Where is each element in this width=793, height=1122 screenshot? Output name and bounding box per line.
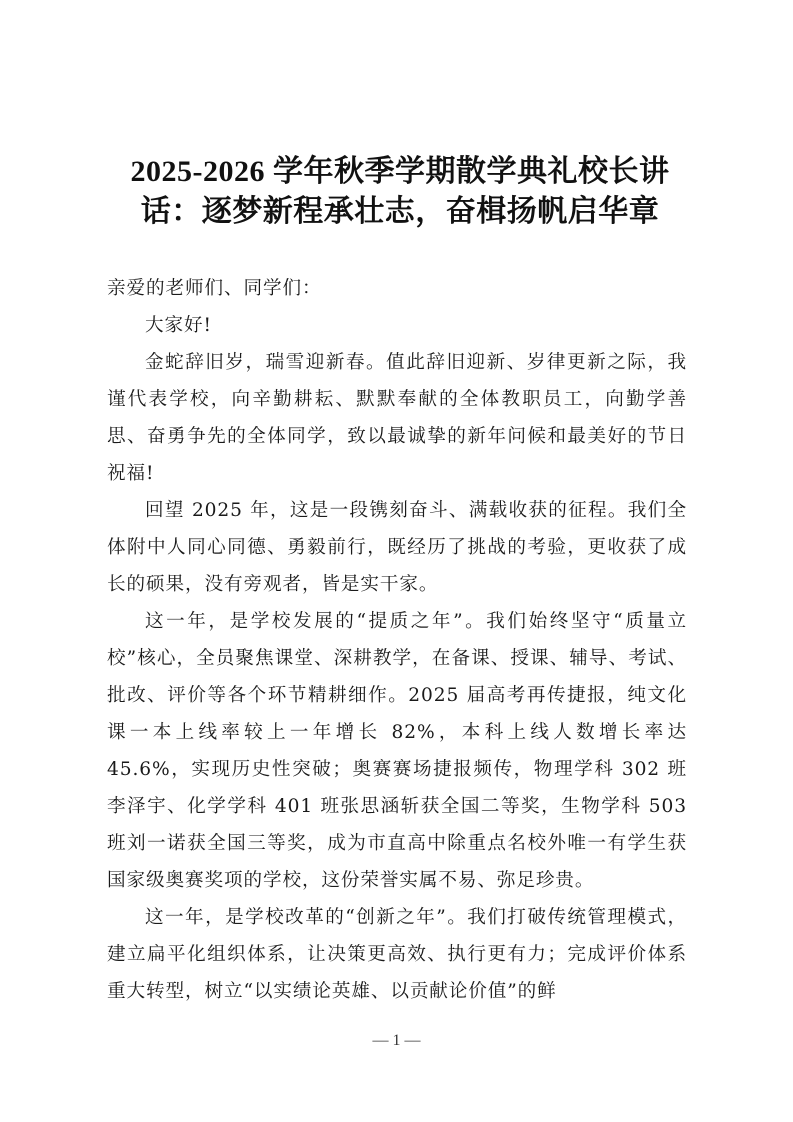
salutation: 亲爱的老师们、同学们： (107, 278, 322, 299)
paragraph-quality-year: 这一年，是学校发展的“提质之年”。我们始终坚守“质量立校”核心，全员聚焦课堂、深耕教学，在备课、授课、辅导、考试、批改、评价等各个环节精耕细作。2025 届高考再传捷报，纯文化课一本上线率较上一年增长 82%，本科上线人数增长率达 45.6%，实现历史性突破；奥赛赛场捷报频传，物理学科 302 班李泽宇、化学学科 401 班张思涵斩获全国二等奖，生物学科 503 班刘一诺获全国三等奖，成为市直高中除重点名校外唯一有学生获国家级奥赛奖项的学校，这份荣誉实属不易、弥足珍贵。 (107, 611, 687, 891)
paragraph-innovation-year: 这一年，是学校改革的“创新之年”。我们打破传统管理模式，建立扁平化组织体系，让决策更高效、执行更有力；完成评价体系重大转型，树立“以实绩论英雄、以贡献论价值”的鲜 (107, 907, 687, 1002)
page-number: — 1 — (372, 1032, 421, 1049)
title-line-2: 话：逐梦新程承壮志，奋楫扬帆启华章 (140, 195, 660, 228)
title-line-1: 2025-2026 学年秋季学期散学典礼校长讲 (130, 155, 670, 188)
paragraph-review-2025: 回望 2025 年，这是一段镌刻奋斗、满载收获的征程。我们全体附中人同心同德、勇毅前行，既经历了挑战的考验，更收获了成长的硕果，没有旁观者，皆是实干家。 (107, 500, 687, 595)
paragraph-greeting: 大家好! (145, 315, 212, 336)
document-title (100, 152, 700, 232)
paragraph-new-year-wishes: 金蛇辞旧岁，瑞雪迎新春。值此辞旧迎新、岁律更新之际，我谨代表学校，向辛勤耕耘、默默奉献的全体教职员工，向勤学善思、奋勇争先的全体同学，致以最诚挚的新年问候和最美好的节日祝福! (107, 352, 687, 484)
document-body (107, 270, 687, 1010)
